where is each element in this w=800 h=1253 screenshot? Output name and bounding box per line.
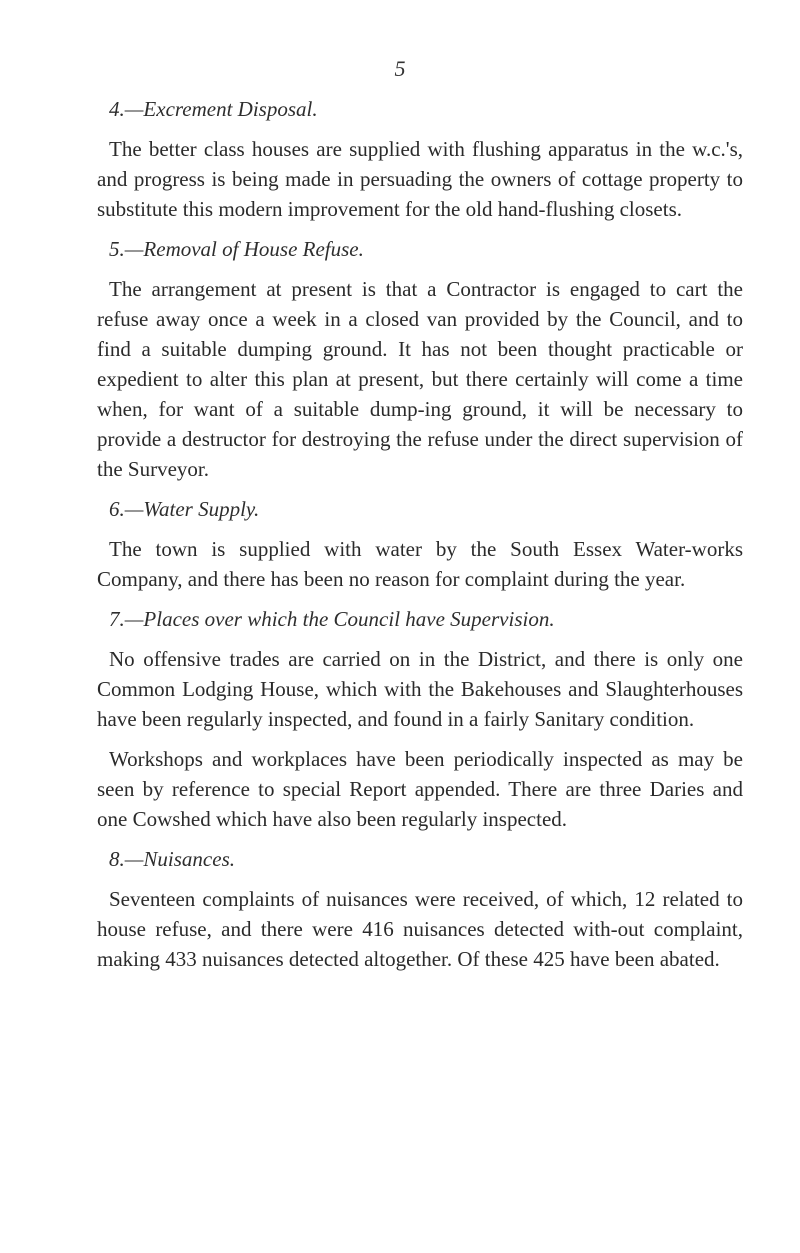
section-paragraph: The town is supplied with water by the South Essex Water-works Company, and there has been no reason for complaint during the year. <box>97 537 743 591</box>
section-heading-nuisances: 8.—Nuisances. <box>109 847 235 871</box>
section-paragraph: Seventeen complaints of nuisances were received, of which, 12 related to house refuse, and there were 416 nuisances detected with-out complaint, making 433 nuisances detected altogether. Of these 425 have been abated. <box>97 887 743 971</box>
section-paragraph: The better class houses are supplied with flushing apparatus in the w.c.'s, and progress is being made in persuading the owners of cottage property to substitute this modern improvement for the old hand-flushing closets. <box>97 137 743 221</box>
section-heading-excrement-disposal: 4.—Excrement Disposal. <box>109 97 318 121</box>
section-heading-water-supply: 6.—Water Supply. <box>109 497 260 521</box>
section-paragraph: The arrangement at present is that a Contractor is engaged to cart the refuse away once a week in a closed van provided by the Council, and to find a suitable dumping ground. It has not been thought practicable or expedient to alter this plan at present, but there certainly will come a time when, for want of a suitable dump-ing ground, it will be necessary to provide a destructor for destroying the refuse under the direct supervision of the Surveyor. <box>97 277 743 481</box>
section-paragraph: No offensive trades are carried on in the District, and there is only one Common Lodging House, which with the Bakehouses and Slaughterhouses have been regularly inspected, and found in a fairly Sanitary condition. <box>97 647 743 731</box>
section-heading-places-under-supervision: 7.—Places over which the Council have Supervision. <box>109 607 555 631</box>
document-body <box>97 94 743 984</box>
page-number: 5 <box>394 56 406 81</box>
section-heading-removal-of-house-refuse: 5.—Removal of House Refuse. <box>109 237 364 261</box>
section-paragraph: Workshops and workplaces have been periodically inspected as may be seen by reference to special Report appended. There are three Daries and one Cowshed which have also been regularly inspected. <box>97 747 743 831</box>
